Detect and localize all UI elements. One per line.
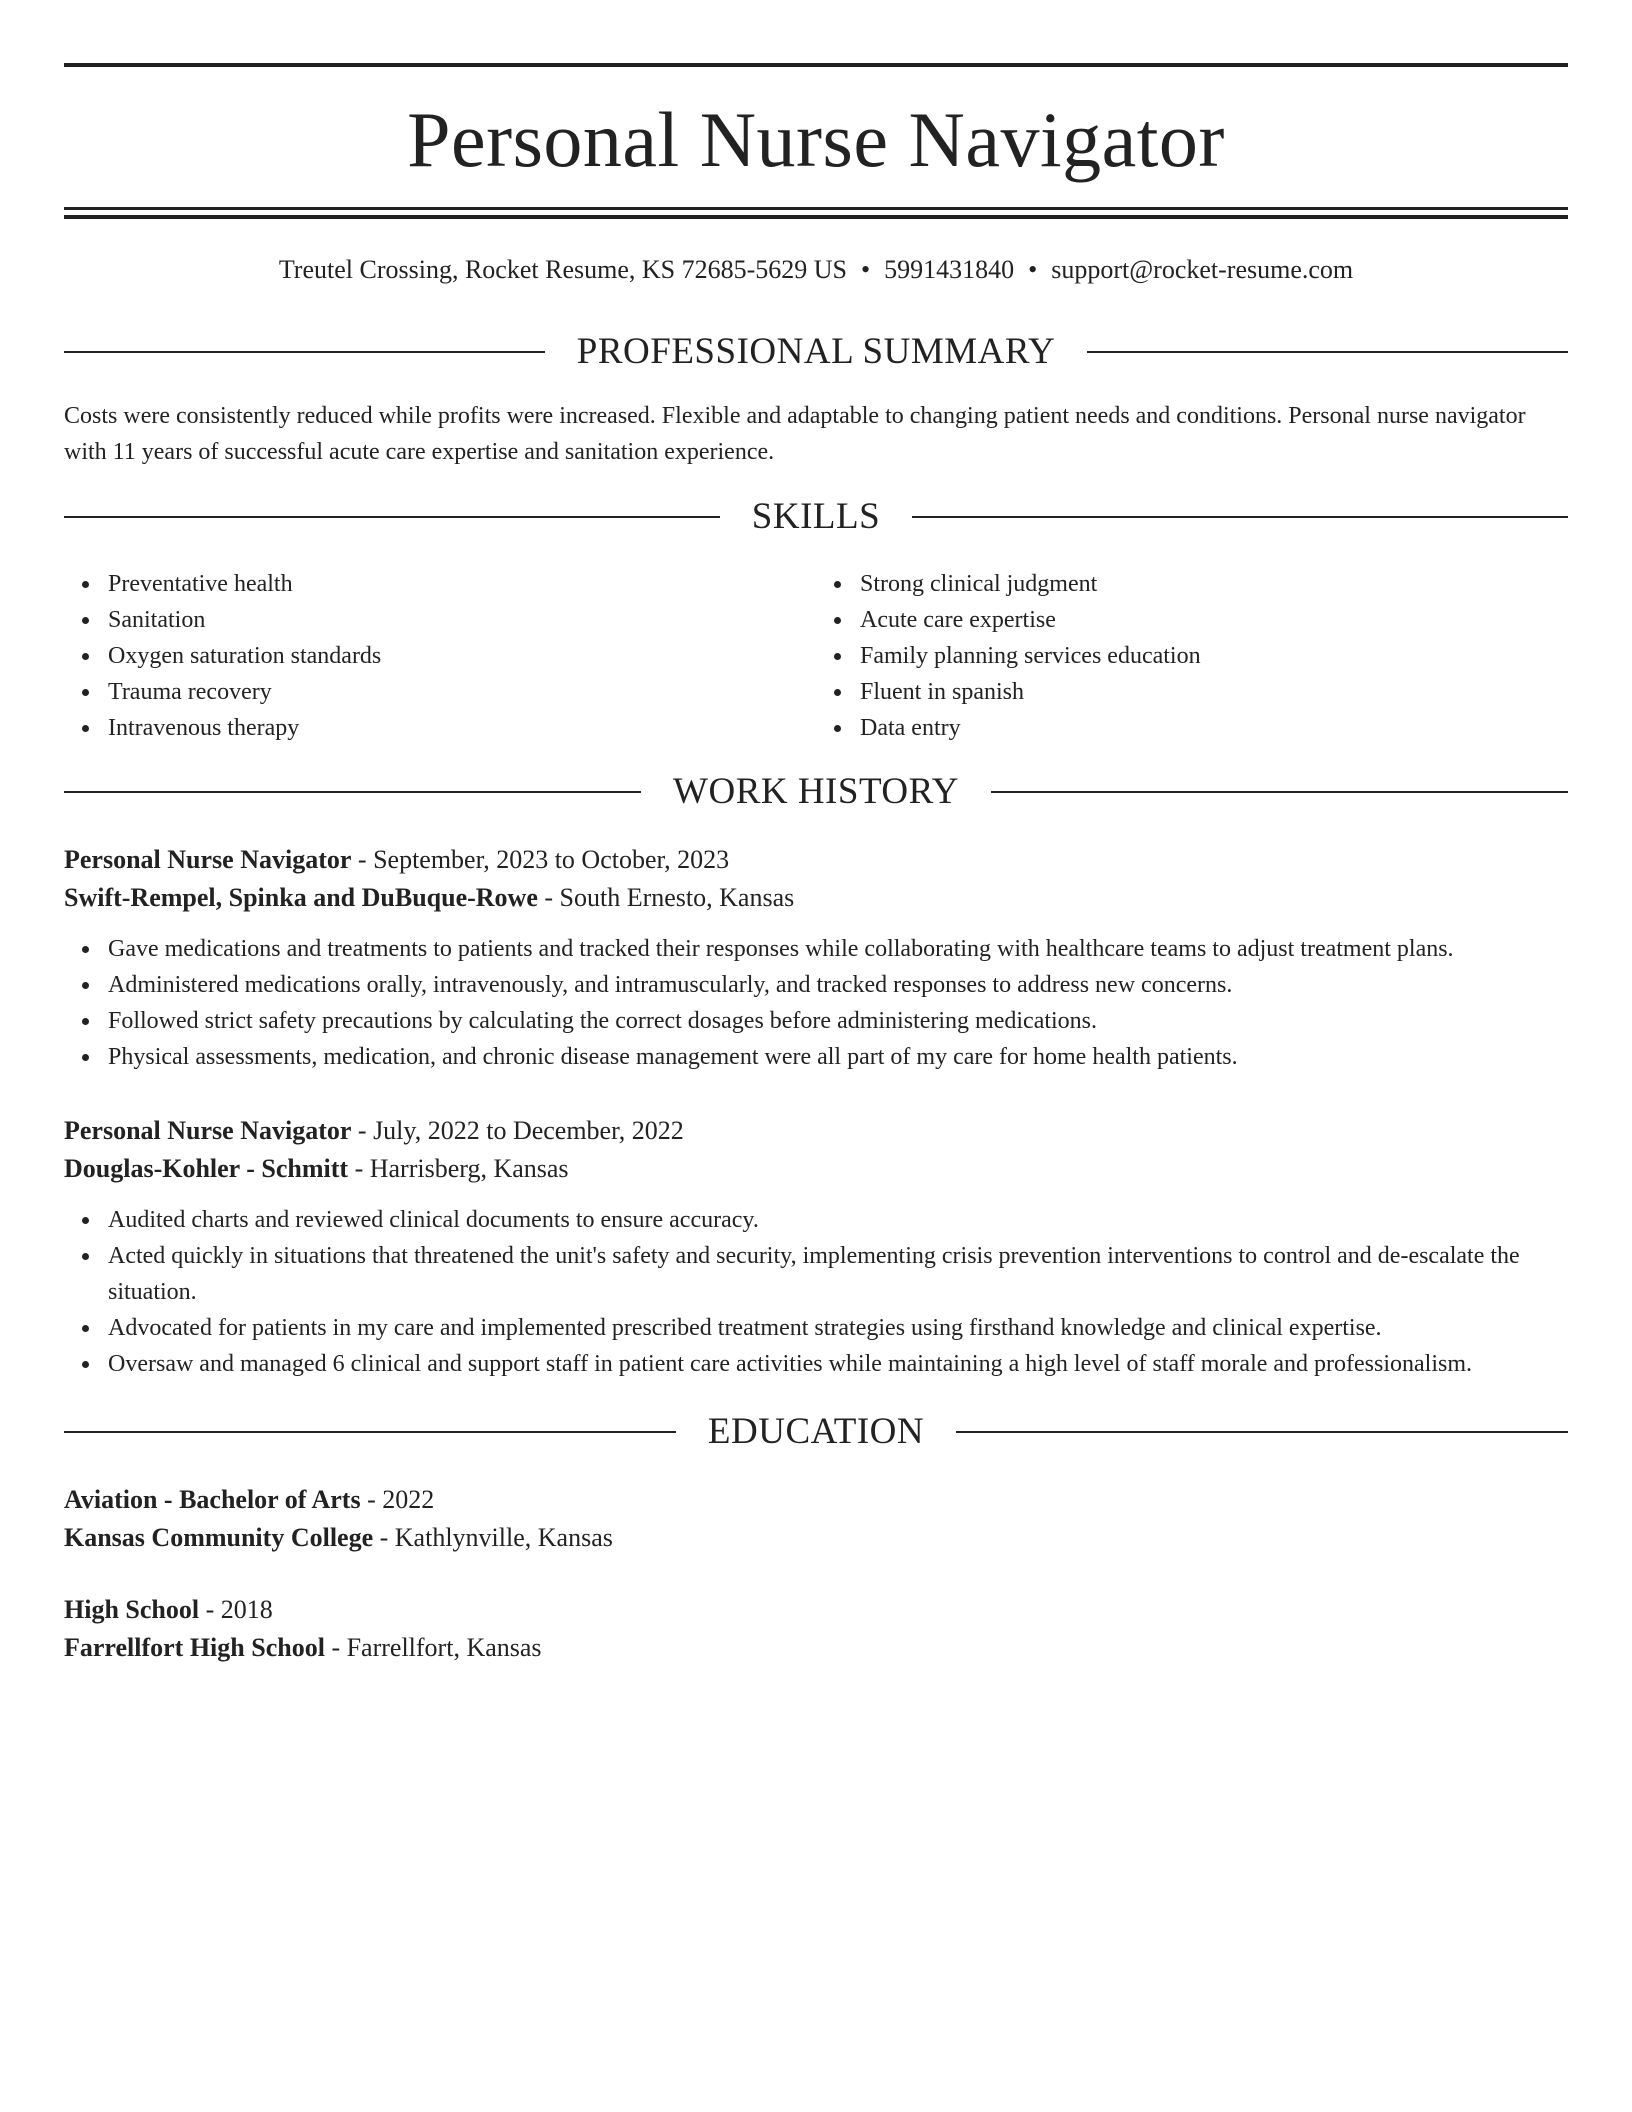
job-entry [64, 1112, 1568, 1382]
contact-separator: • [861, 255, 871, 284]
job-title-line [64, 1112, 1568, 1150]
section-heading-education [64, 1412, 1568, 1452]
section-heading-skills [64, 497, 1568, 537]
skill-item: Data entry [860, 710, 1568, 746]
job-entry [64, 841, 1568, 1075]
contact-phone: 5991431840 [884, 255, 1015, 284]
contact-address: Treutel Crossing, Rocket Resume, KS 72685-5629 US [278, 255, 847, 284]
section-heading-summary [64, 332, 1568, 372]
heading-rule [1087, 351, 1568, 353]
section-heading-work-history [64, 772, 1568, 812]
job-bullet: Administered medications orally, intravenously, and intramuscularly, and tracked responses to address new concerns. [108, 967, 1568, 1003]
job-bullet: Acted quickly in situations that threatened the unit's safety and security, implementing crisis prevention interventions to control and de-escalate the situation. [108, 1238, 1568, 1310]
skills-column-right [816, 566, 1568, 746]
education-degree-line [64, 1591, 1568, 1629]
skills-column-left [64, 566, 816, 746]
heading-rule [64, 351, 545, 353]
header-bottom-rule [64, 207, 1568, 210]
job-bullet: Oversaw and managed 6 clinical and support staff in patient care activities while maintaining a high level of staff morale and professionalism. [108, 1346, 1568, 1382]
education-degree: High School [64, 1595, 200, 1624]
job-bullet: Physical assessments, medication, and chronic disease management were all part of my care for home health patients. [108, 1039, 1568, 1075]
skill-item: Acute care expertise [860, 602, 1568, 638]
skill-item: Strong clinical judgment [860, 566, 1568, 602]
section-title: SKILLS [751, 496, 881, 537]
job-bullet: Advocated for patients in my care and implemented prescribed treatment strategies using firsthand knowledge and clinical expertise. [108, 1310, 1568, 1346]
heading-rule [991, 791, 1568, 793]
skill-item: Intravenous therapy [108, 710, 816, 746]
skill-item: Family planning services education [860, 638, 1568, 674]
education-school: Farrellfort High School [64, 1633, 325, 1662]
heading-rule [912, 516, 1568, 518]
header-bottom-rule-double [64, 215, 1568, 219]
education-school-line [64, 1629, 1568, 1667]
job-dates: - September, 2023 to October, 2023 [351, 845, 730, 874]
skill-item: Oxygen saturation standards [108, 638, 816, 674]
job-title-line [64, 841, 1568, 879]
contact-line [64, 252, 1568, 288]
heading-rule [64, 791, 641, 793]
education-location: - Kathlynville, Kansas [373, 1523, 613, 1552]
summary-text: Costs were consistently reduced while profits were increased. Flexible and adaptable to changing patient needs and conditions. Personal nurse navigator with 11 years of successful acute care expertise and sanitation experience. [64, 403, 1526, 465]
job-company: Douglas-Kohler - Schmitt [64, 1154, 349, 1183]
job-bullet: Audited charts and reviewed clinical documents to ensure accuracy. [108, 1202, 1568, 1238]
job-bullets [64, 931, 1568, 1075]
section-title: EDUCATION [707, 1411, 925, 1452]
education-degree: Aviation - Bachelor of Arts [64, 1485, 361, 1514]
section-title: PROFESSIONAL SUMMARY [576, 331, 1056, 372]
job-company: Swift-Rempel, Spinka and DuBuque-Rowe [64, 883, 538, 912]
contact-email[interactable]: support@rocket-resume.com [1051, 255, 1354, 284]
heading-rule [64, 1431, 676, 1433]
skill-item: Fluent in spanish [860, 674, 1568, 710]
job-title: Personal Nurse Navigator [64, 845, 352, 874]
education-entry [64, 1481, 1568, 1557]
job-bullet: Followed strict safety precautions by calculating the correct dosages before administering medications. [108, 1003, 1568, 1039]
job-location: - South Ernesto, Kansas [537, 883, 795, 912]
contact-separator: • [1028, 255, 1038, 284]
skill-item: Trauma recovery [108, 674, 816, 710]
job-dates: - July, 2022 to December, 2022 [351, 1116, 684, 1145]
job-bullets [64, 1202, 1568, 1382]
skill-item: Sanitation [108, 602, 816, 638]
job-company-line [64, 879, 1568, 917]
job-bullet: Gave medications and treatments to patients and tracked their responses while collaborating with healthcare teams to adjust treatment plans. [108, 931, 1568, 967]
education-degree-line [64, 1481, 1568, 1519]
education-entry [64, 1591, 1568, 1667]
job-title: Personal Nurse Navigator [64, 1116, 352, 1145]
education-location: - Farrellfort, Kansas [324, 1633, 542, 1662]
heading-rule [64, 516, 720, 518]
section-title: WORK HISTORY [673, 771, 959, 812]
job-company-line [64, 1150, 1568, 1188]
resume-name: Personal Nurse Navigator [407, 96, 1225, 183]
header-top-rule [64, 63, 1568, 67]
skills-list [64, 566, 1568, 746]
skill-item: Preventative health [108, 566, 816, 602]
job-location: - Harrisberg, Kansas [348, 1154, 569, 1183]
education-school: Kansas Community College [64, 1523, 374, 1552]
heading-rule [956, 1431, 1568, 1433]
education-year: - 2022 [360, 1485, 435, 1514]
education-year: - 2018 [199, 1595, 273, 1624]
education-school-line [64, 1519, 1568, 1557]
